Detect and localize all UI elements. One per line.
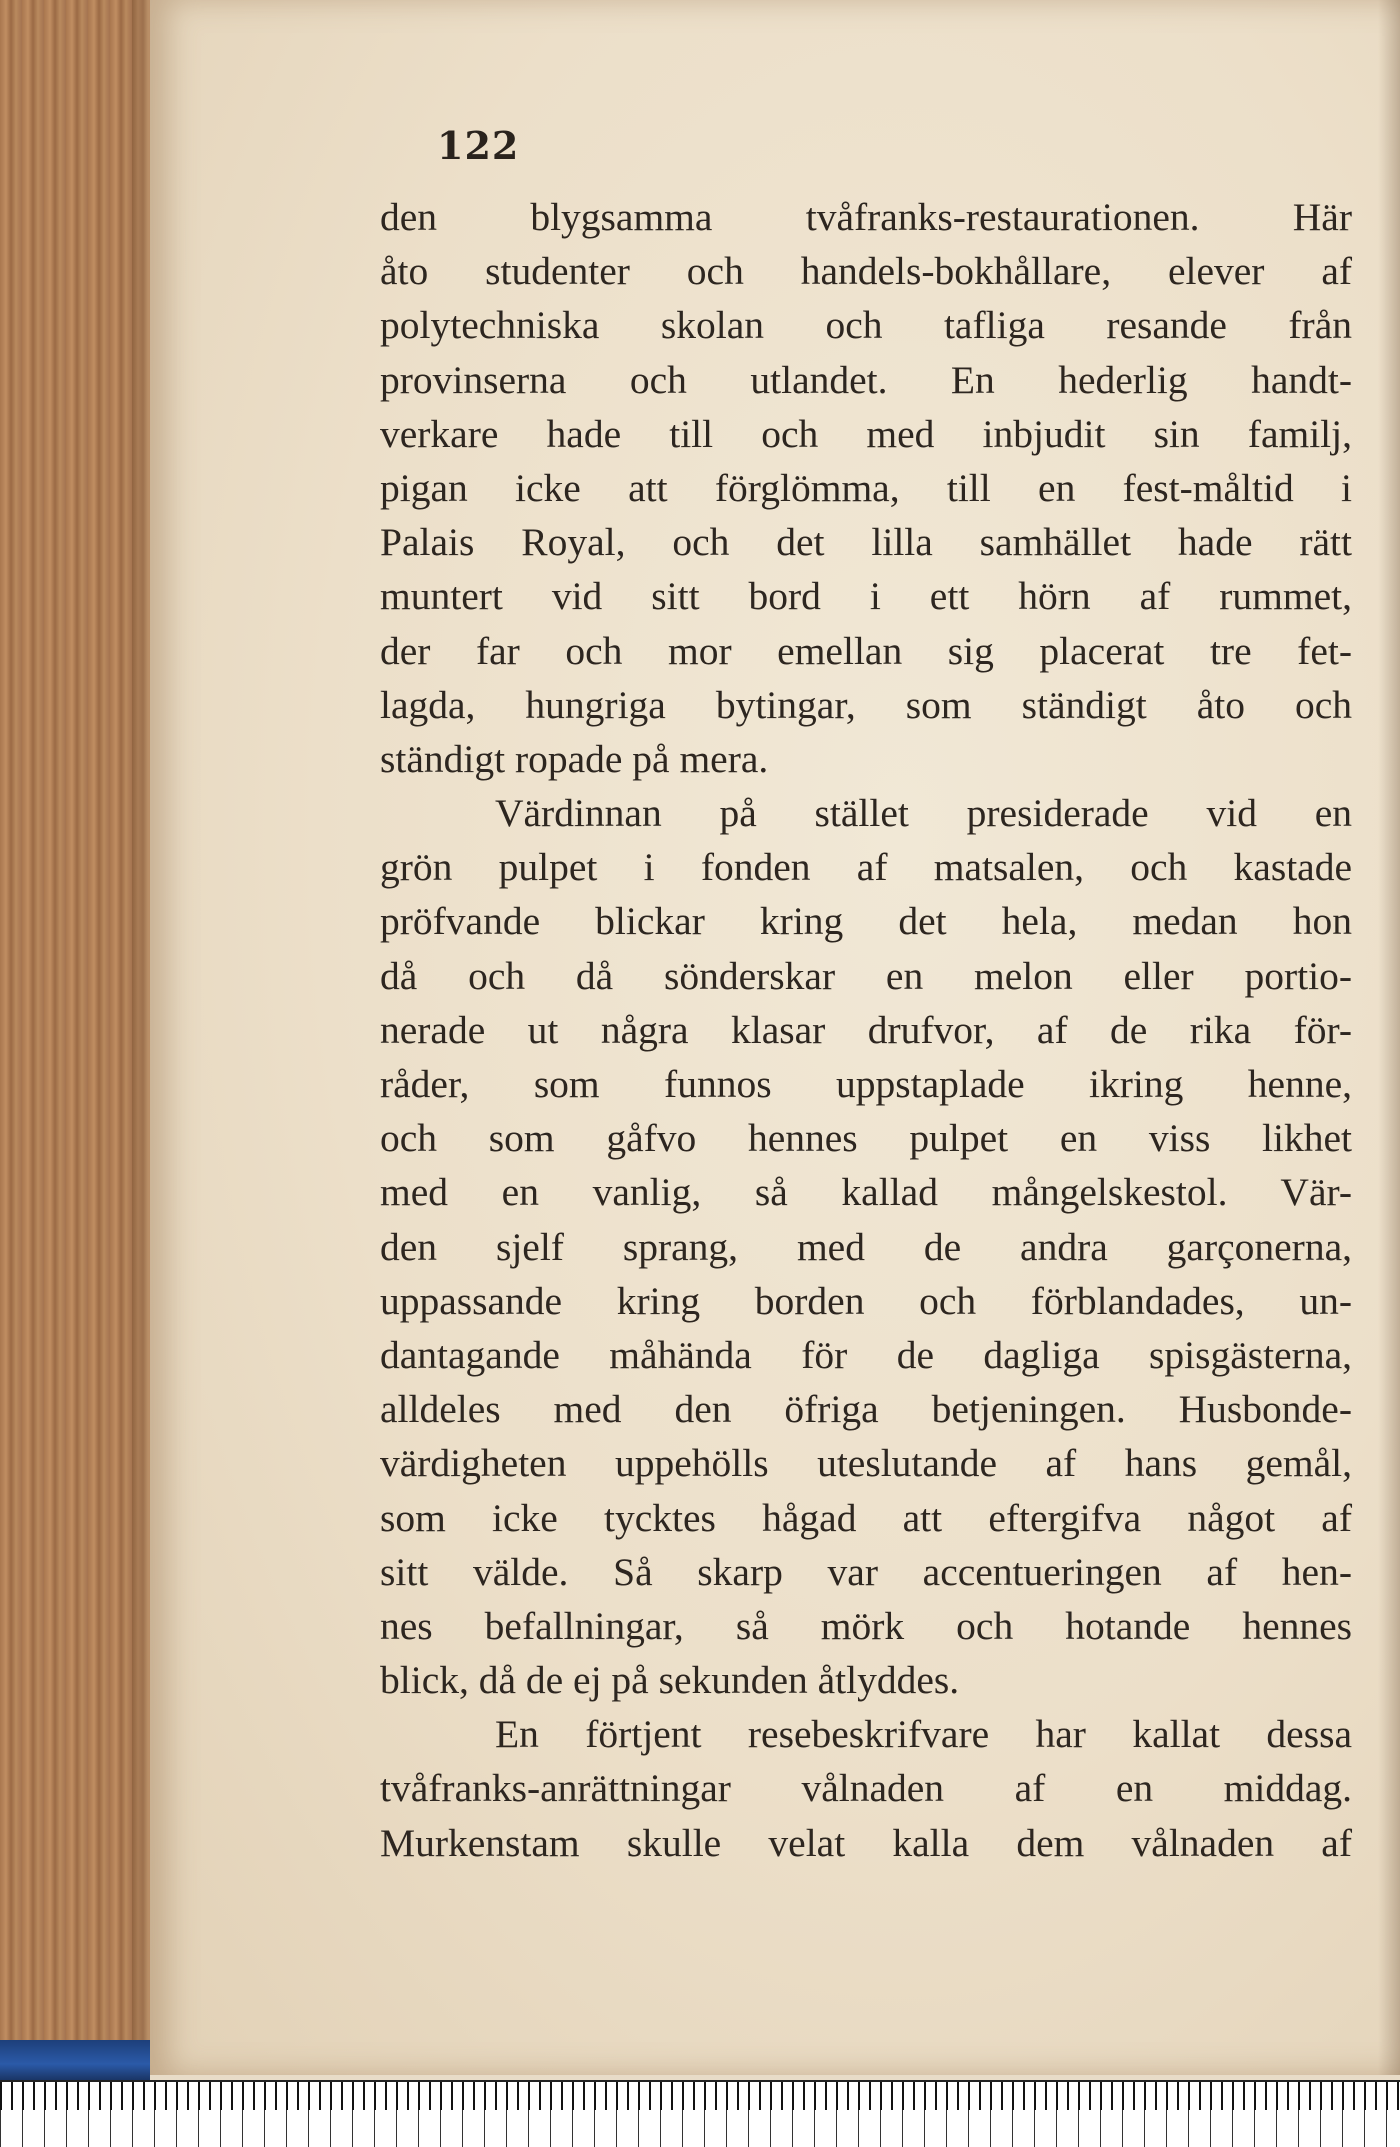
text-line: och som gåfvo hennes pulpet en viss likhet — [380, 1116, 1352, 1161]
scale-ruler — [0, 2080, 1400, 2147]
text-line: dantagande måhända för de dagliga spisgästerna, — [380, 1332, 1352, 1377]
text-line: nerade ut några klasar drufvor, af de rika för- — [380, 1007, 1352, 1052]
text-line: tvåfranks-anrättningar vålnaden af en middag. — [380, 1766, 1352, 1811]
text-line: muntert vid sitt bord i ett hörn af rummet, — [380, 574, 1352, 619]
text-line: värdigheten uppehölls uteslutande af hans gemål, — [380, 1441, 1352, 1486]
text-line: blick, då de ej på sekunden åtlyddes. — [380, 1658, 960, 1703]
text-line: uppassande kring borden och förblandades, un- — [380, 1278, 1352, 1323]
text-line: den blygsamma tvåfranks-restaurationen. Här — [380, 195, 1352, 239]
text-line: provinserna och utlandet. En hederlig handt- — [380, 357, 1352, 402]
text-line: pröfvande blickar kring det hela, medan hon — [380, 899, 1352, 944]
text-line: med en vanlig, så kallad mångelskestol. Vär- — [380, 1170, 1352, 1215]
text-line: nes befallningar, så mörk och hotande hennes — [380, 1603, 1352, 1648]
text-line: sitt välde. Så skarp var accentueringen af hen- — [380, 1549, 1352, 1594]
text-line: polytechniska skolan och tafliga resande från — [380, 303, 1352, 348]
body-text — [380, 190, 1352, 1870]
text-line: som icke tycktes hågad att eftergifva något af — [380, 1495, 1352, 1540]
text-line: då och då sönderskar en melon eller portio- — [380, 953, 1352, 998]
text-line: åto studenter och handels-bokhållare, elever af — [380, 249, 1352, 294]
text-line: Murkenstam skulle velat kalla dem vålnaden af — [380, 1820, 1352, 1865]
text-line: verkare hade till och med inbjudit sin familj, — [380, 411, 1352, 456]
ruler-ticks — [0, 2110, 1400, 2147]
text-line: alldeles med den öfriga betjeningen. Husbonde- — [380, 1387, 1352, 1432]
text-line: der far och mor emellan sig placerat tre fet- — [380, 628, 1352, 673]
text-line: pigan icke att förglömma, till en fest-måltid i — [380, 465, 1352, 510]
text-line: lagda, hungriga bytingar, som ständigt åto och — [380, 682, 1352, 727]
text-line: grön pulpet i fonden af matsalen, och kastade — [380, 845, 1352, 890]
text-line: den sjelf sprang, med de andra garçonerna, — [380, 1224, 1352, 1269]
text-line: råder, som funnos uppstaplade ikring henne, — [380, 1062, 1352, 1106]
book-cover-strip — [0, 2040, 150, 2080]
book-page-edges — [0, 0, 150, 2060]
text-line: Palais Royal, och det lilla samhället hade rätt — [380, 520, 1352, 565]
page-number: 122 — [437, 123, 520, 168]
page-gutter-shadow — [1378, 0, 1400, 2075]
text-line: En förtjent resebeskrifvare har kallat dessa — [495, 1712, 1352, 1757]
text-line: ständigt ropade på mera. — [380, 736, 769, 781]
text-line: Värdinnan på stället presiderade vid en — [495, 791, 1352, 836]
